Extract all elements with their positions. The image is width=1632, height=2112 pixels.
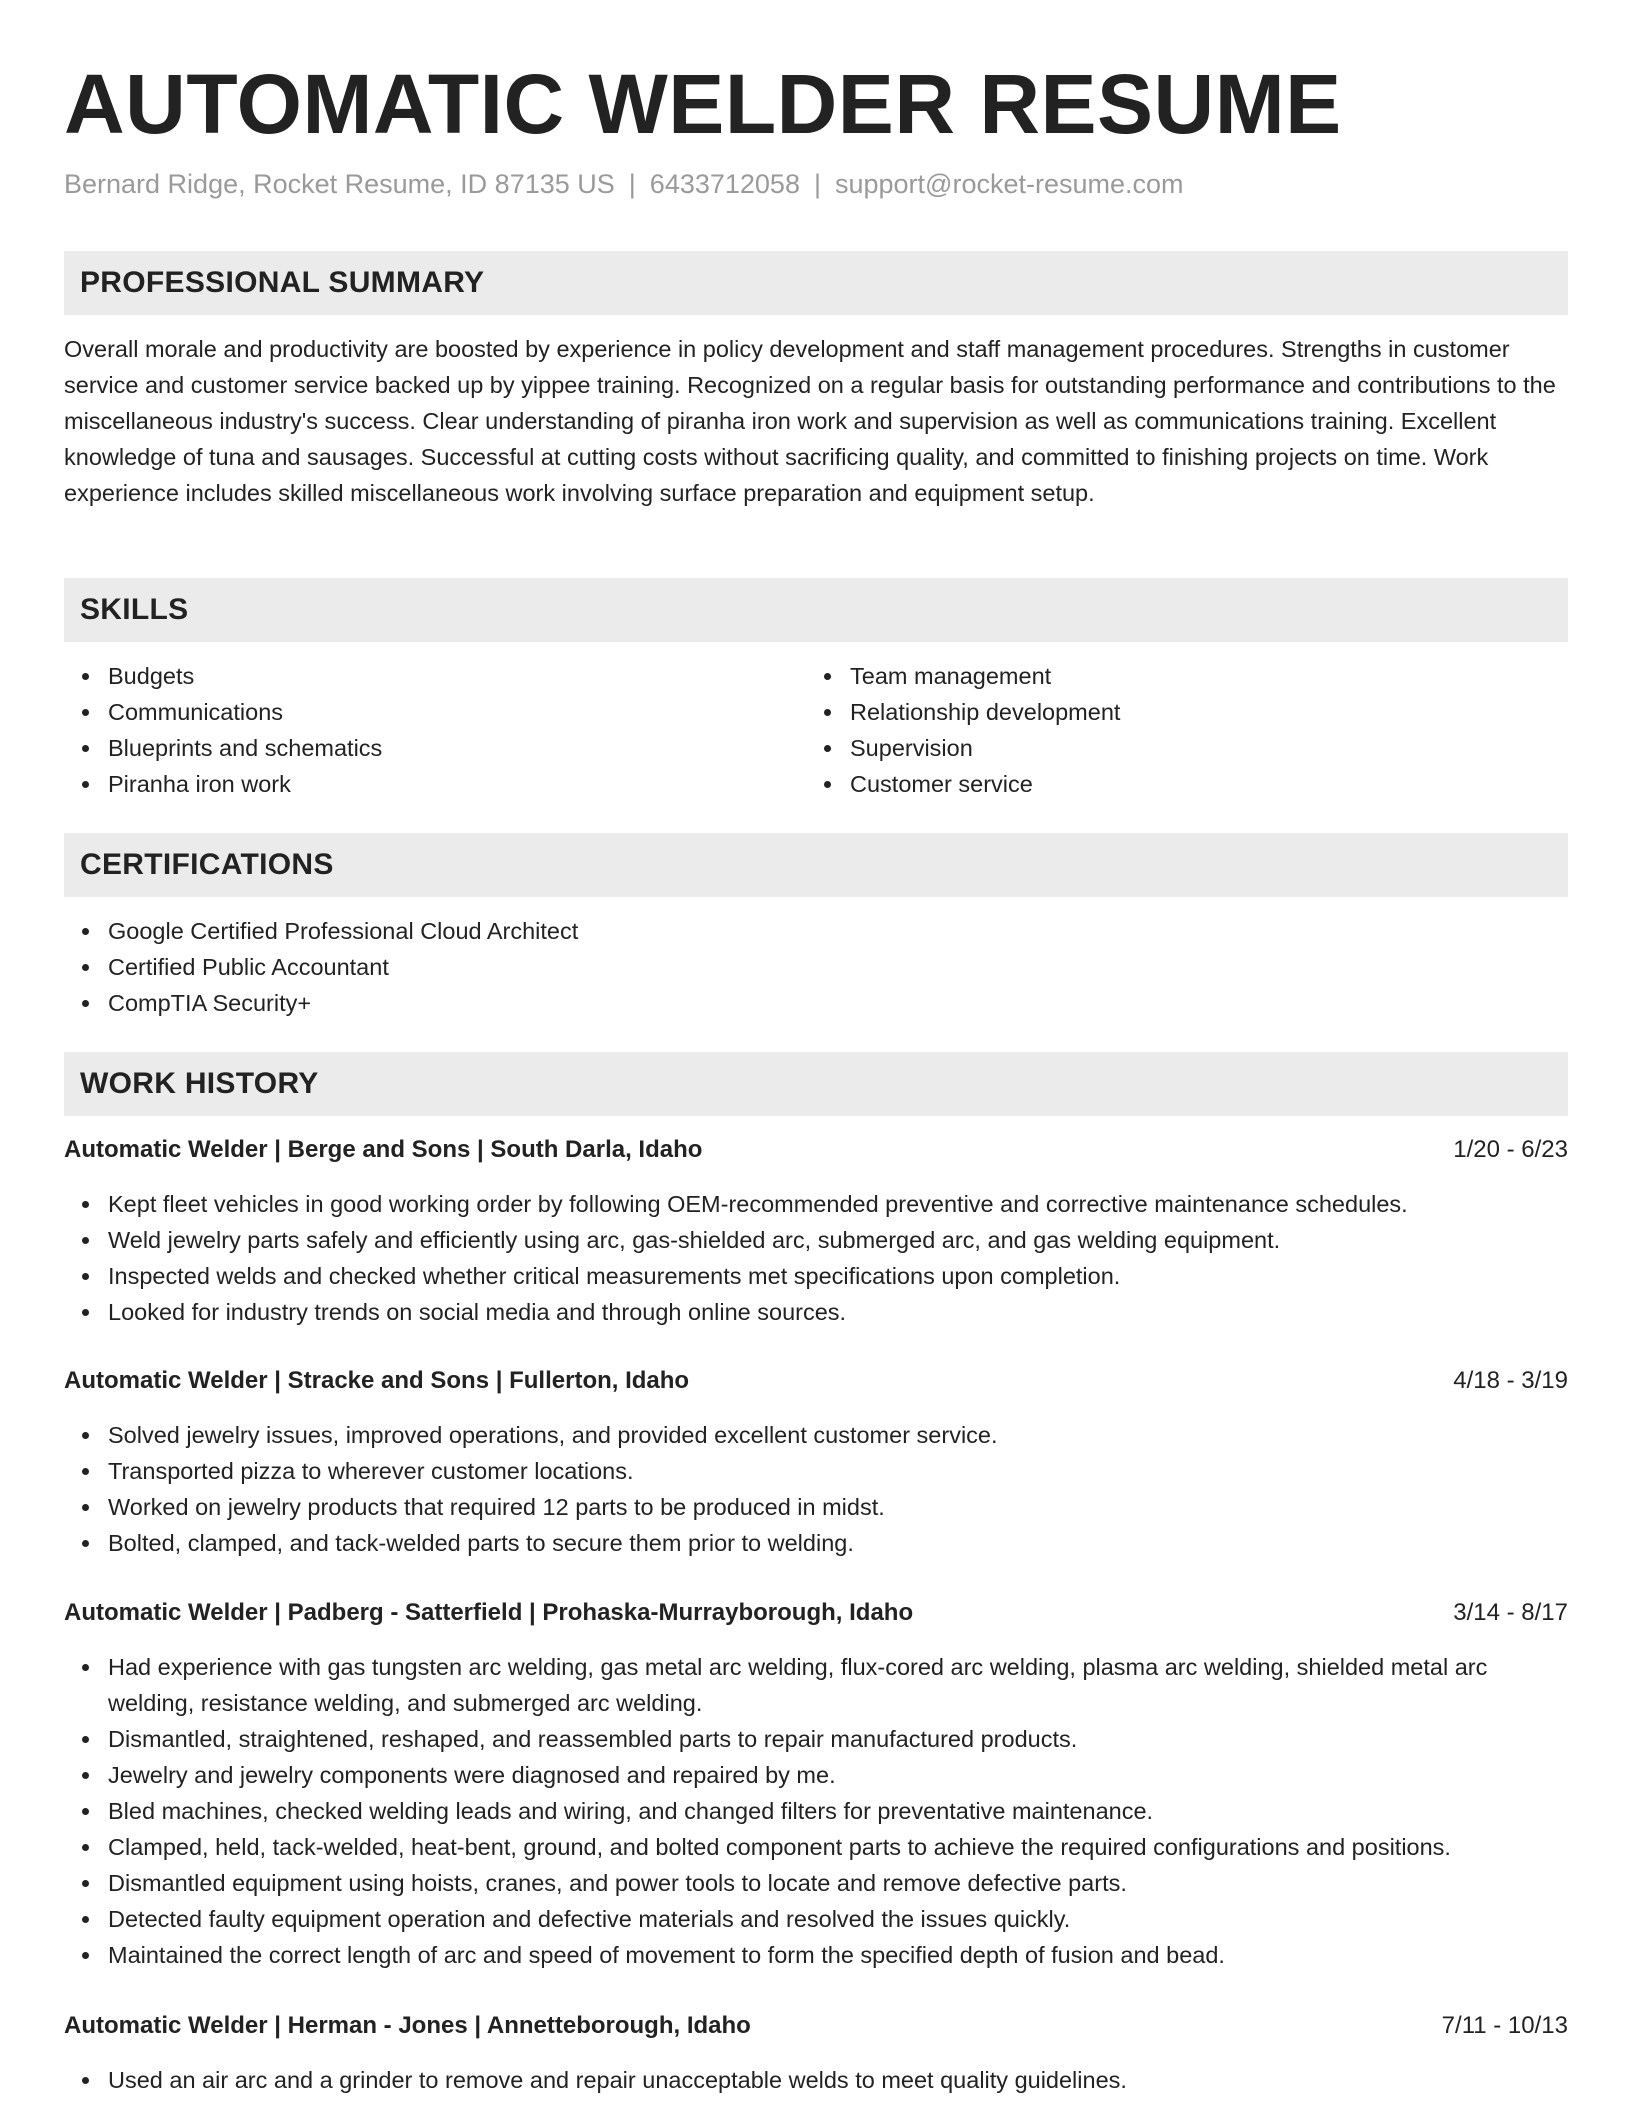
section-title: PROFESSIONAL SUMMARY	[80, 266, 485, 299]
certification-item: CompTIA Security+	[64, 985, 1568, 1021]
job-duty: Dismantled equipment using hoists, cranes, and power tools to locate and remove defective parts.	[64, 1865, 1568, 1901]
skill-item: Communications	[64, 694, 804, 730]
section-header-skills	[64, 578, 1568, 642]
contact-line	[64, 166, 1184, 202]
skill-item: Team management	[806, 658, 1566, 694]
job-dates: 4/18 - 3/19	[1453, 1367, 1568, 1394]
job-duty: Weld jewelry parts safely and efficiently using arc, gas-shielded arc, submerged arc, and gas welding equipment.	[64, 1222, 1568, 1258]
job-header	[64, 1363, 1568, 1399]
contact-separator: |	[813, 169, 821, 199]
certification-item: Google Certified Professional Cloud Architect	[64, 913, 1568, 949]
job-duty: Kept fleet vehicles in good working order by following OEM-recommended preventive and corrective maintenance schedules.	[64, 1186, 1568, 1222]
job-duty: Jewelry and jewelry components were diagnosed and repaired by me.	[64, 1757, 1568, 1793]
job-duty: Dismantled, straightened, reshaped, and reassembled parts to repair manufactured products.	[64, 1721, 1568, 1757]
job-dates: 1/20 - 6/23	[1453, 1136, 1568, 1163]
section-header-certifications	[64, 833, 1568, 897]
job-duty: Clamped, held, tack-welded, heat-bent, ground, and bolted component parts to achieve the required configurations and positions.	[64, 1829, 1568, 1865]
skill-item: Blueprints and schematics	[64, 730, 804, 766]
job-dates: 7/11 - 10/13	[1441, 2012, 1568, 2039]
job-duty: Detected faulty equipment operation and defective materials and resolved the issues quickly.	[64, 1901, 1568, 1937]
certification-item: Certified Public Accountant	[64, 949, 1568, 985]
contact-phone: 6433712058	[649, 169, 800, 199]
section-title: WORK HISTORY	[80, 1067, 319, 1100]
job-duties-list	[64, 1186, 1568, 1330]
section-title: CERTIFICATIONS	[80, 848, 334, 881]
job-duties-list	[64, 1417, 1568, 1561]
job-header	[64, 1595, 1568, 1631]
job-title: Automatic Welder | Herman - Jones | Annetteborough, Idaho	[64, 2012, 751, 2039]
job-duty: Looked for industry trends on social media and through online sources.	[64, 1294, 1568, 1330]
summary-text: Overall morale and productivity are boosted by experience in policy development and staff management procedures. Strengths in customer service and customer service backed up by yippee training. Recognized on a regular basis for outstanding performance and contributions to the miscellaneous industry's success. Clear understanding of piranha iron work and supervision as well as communications training. Excellent knowledge of tuna and sausages. Successful at cutting costs without sacrificing quality, and committed to finishing projects on time. Work experience includes skilled miscellaneous work involving surface preparation and equipment setup.	[64, 336, 1556, 506]
skills-list-left	[64, 658, 804, 802]
job-dates: 3/14 - 8/17	[1453, 1599, 1568, 1626]
contact-address: Bernard Ridge, Rocket Resume, ID 87135 US	[64, 169, 615, 199]
section-header-work-history	[64, 1052, 1568, 1116]
skill-item: Relationship development	[806, 694, 1566, 730]
job-duty: Maintained the correct length of arc and speed of movement to form the specified depth of fusion and bead.	[64, 1937, 1568, 1973]
job-duty: Worked on jewelry products that required 12 parts to be produced in midst.	[64, 1489, 1568, 1525]
resume-title: AUTOMATIC WELDER RESUME	[64, 57, 1342, 151]
skill-item: Piranha iron work	[64, 766, 804, 802]
skill-item: Supervision	[806, 730, 1566, 766]
job-title: Automatic Welder | Berge and Sons | South Darla, Idaho	[64, 1136, 703, 1163]
job-duties-list	[64, 1649, 1568, 1973]
section-title: SKILLS	[80, 593, 189, 626]
job-duty: Solved jewelry issues, improved operations, and provided excellent customer service.	[64, 1417, 1568, 1453]
job-duty: Used an air arc and a grinder to remove and repair unacceptable welds to meet quality guidelines.	[64, 2062, 1568, 2098]
job-title: Automatic Welder | Stracke and Sons | Fullerton, Idaho	[64, 1367, 690, 1394]
job-title: Automatic Welder | Padberg - Satterfield | Prohaska-Murrayborough, Idaho	[64, 1599, 914, 1626]
job-duties-list	[64, 2062, 1568, 2098]
skill-item: Budgets	[64, 658, 804, 694]
contact-email: support@rocket-resume.com	[834, 169, 1184, 199]
job-header	[64, 2008, 1568, 2044]
job-duty: Inspected welds and checked whether critical measurements met specifications upon completion.	[64, 1258, 1568, 1294]
job-duty: Bled machines, checked welding leads and wiring, and changed filters for preventative maintenance.	[64, 1793, 1568, 1829]
contact-separator: |	[628, 169, 636, 199]
skill-item: Customer service	[806, 766, 1566, 802]
job-header	[64, 1132, 1568, 1168]
job-duty: Bolted, clamped, and tack-welded parts to secure them prior to welding.	[64, 1525, 1568, 1561]
section-header-summary	[64, 251, 1568, 315]
job-duty: Had experience with gas tungsten arc welding, gas metal arc welding, flux-cored arc welding, plasma arc welding, shielded metal arc welding, resistance welding, and submerged arc welding.	[64, 1649, 1568, 1721]
job-duty: Transported pizza to wherever customer locations.	[64, 1453, 1568, 1489]
certifications-list	[64, 913, 1568, 1021]
skills-list-right	[806, 658, 1566, 802]
